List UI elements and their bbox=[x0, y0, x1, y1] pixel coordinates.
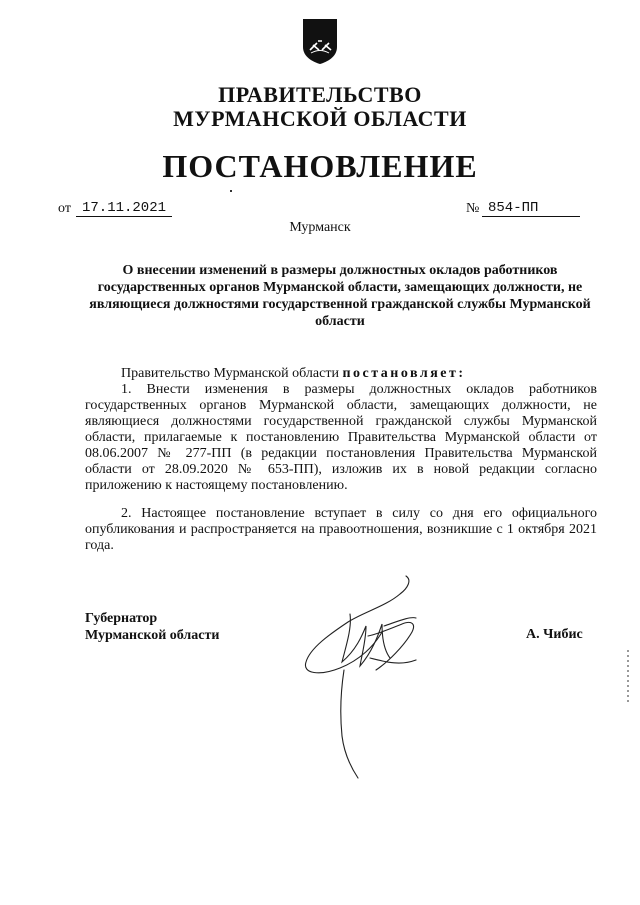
decree-title: ПОСТАНОВЛЕНИЕ bbox=[162, 148, 478, 184]
signer-position-line2: Мурманской области bbox=[85, 628, 220, 643]
paragraph-1: 1. Внести изменения в размеры должностных окладов работников государственных органов Мурманской области, замещающих должности, не являющиеся должностями государственной гражданской службы Мурманской области, прилагаемые к постановлению Правительства Мурманской области от 08.06.2007 № 277-ПП (в редакции постановления Правительства Мурманской области от 28.09.2020 № 653-ПП), изложив их в новой редакции согласно приложению к настоящему постановлению. bbox=[85, 382, 597, 493]
document-title: О внесении изменений в размеры должностных окладов работников государственных органов Мурманской области, замещающих должности, не являющиеся должностями государственной гражданской службы Мурманской области bbox=[89, 263, 591, 329]
government-name-line2: МУРМАНСКОЙ ОБЛАСТИ bbox=[173, 106, 467, 131]
coat-of-arms-icon bbox=[301, 17, 339, 65]
handwritten-signature-icon bbox=[300, 566, 430, 780]
city-name: Мурманск bbox=[289, 220, 351, 235]
government-name-line1: ПРАВИТЕЛЬСТВО bbox=[218, 82, 422, 107]
paragraph-2: 2. Настоящее постановление вступает в силу со дня его официального опубликования и распространяется на правоотношения, возникшие с 1 октября 2021 года. bbox=[85, 506, 597, 553]
signer-name: А. Чибис bbox=[526, 627, 583, 642]
date-label: от bbox=[58, 201, 71, 216]
scan-artifact bbox=[627, 650, 629, 702]
number-label: № bbox=[466, 201, 480, 216]
signer-position bbox=[85, 610, 219, 644]
date-value: 17.11.2021 bbox=[76, 200, 172, 217]
intro-emphasis: постановляет: bbox=[342, 366, 466, 381]
scan-dot bbox=[230, 190, 232, 192]
number-value: 854-ПП bbox=[482, 200, 580, 217]
intro-text: Правительство Мурманской области bbox=[121, 366, 343, 381]
signer-position-line1: Губернатор bbox=[85, 611, 158, 626]
intro-line bbox=[85, 366, 597, 382]
